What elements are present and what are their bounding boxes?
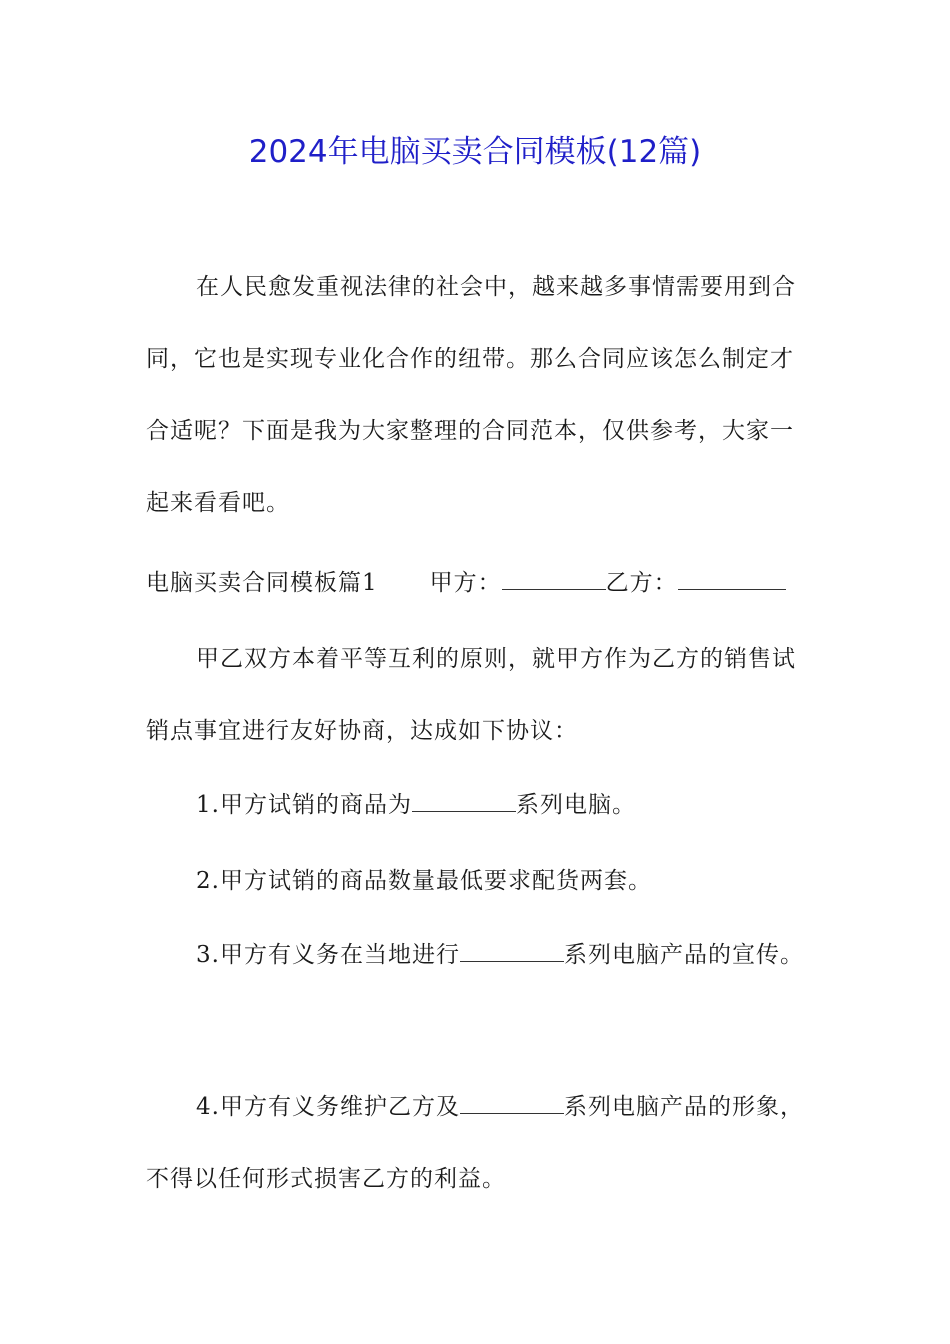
party-a-label: 甲方： [429, 570, 502, 596]
clause-3-blank[interactable] [460, 941, 564, 962]
clause-3-after: 系列电脑产品的宣传。 [563, 942, 804, 968]
party-a-blank[interactable] [502, 569, 606, 590]
clause-4 [196, 1092, 804, 1122]
clause-3-before: 3.甲方有义务在当地进行 [196, 942, 460, 968]
clause-4-after: 系列电脑产品的形象， [563, 1094, 804, 1120]
clause-4-before: 4.甲方有义务维护乙方及 [196, 1094, 460, 1120]
clause-1-before: 1.甲方试销的商品为 [196, 792, 412, 818]
clause-4-blank[interactable] [460, 1093, 564, 1114]
clause-1-after: 系列电脑。 [515, 792, 636, 818]
intro-line-1: 在人民愈发重视法律的社会中，越来越多事情需要用到合 [196, 274, 796, 300]
clause-2 [196, 866, 652, 896]
party-b-blank[interactable] [678, 569, 786, 590]
principle-line-1: 甲乙双方本着平等互利的原则，就甲方作为乙方的销售试 [196, 646, 796, 672]
section-heading [146, 568, 786, 598]
clause-3 [196, 940, 804, 970]
section-heading-name: 电脑买卖合同模板篇1 [146, 570, 378, 596]
principle-line-2: 销点事宜进行友好协商，达成如下协议： [146, 718, 578, 744]
party-b-label: 乙方： [605, 570, 678, 596]
clause-4-continuation: 不得以任何形式损害乙方的利益。 [146, 1166, 506, 1192]
clause-1 [196, 790, 636, 820]
intro-line-3: 合适呢？下面是我为大家整理的合同范本，仅供参考，大家一 [146, 418, 794, 444]
intro-line-4: 起来看看吧。 [146, 490, 290, 516]
clause-2-text: 2.甲方试销的商品数量最低要求配货两套。 [196, 868, 652, 894]
clause-1-blank[interactable] [412, 791, 516, 812]
intro-line-2: 同，它也是实现专业化合作的纽带。那么合同应该怎么制定才 [146, 346, 794, 372]
document-title: 2024年电脑买卖合同模板(12篇) [248, 134, 702, 170]
